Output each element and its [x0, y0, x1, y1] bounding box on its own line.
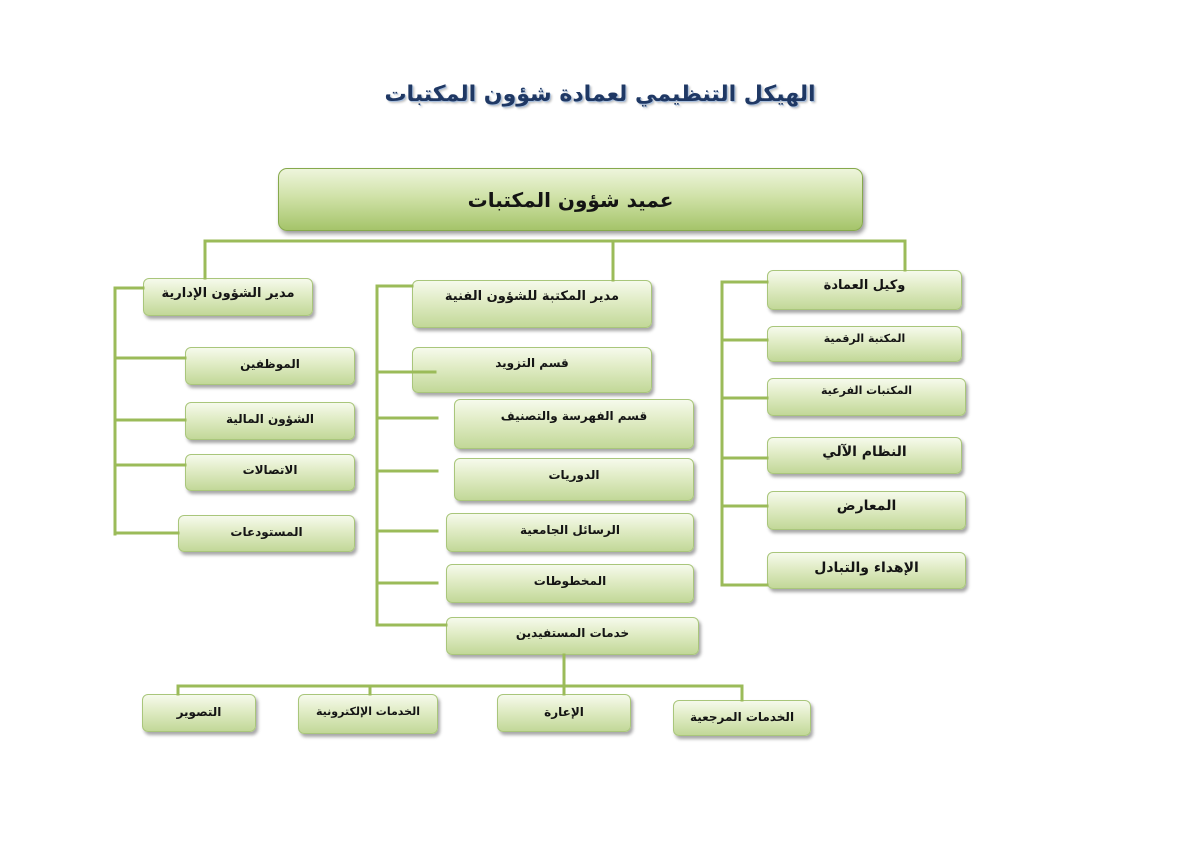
theses-box: [446, 513, 694, 552]
warehouses-box: [178, 515, 355, 552]
exhibitions-box: [767, 491, 966, 530]
automated-system-box: [767, 437, 962, 474]
communications-box: [185, 454, 355, 491]
acquisitions-label: قسم التزويد: [495, 356, 569, 370]
periodicals-box: [454, 458, 694, 501]
e-services-label: الخدمات الإلكترونية: [316, 705, 420, 718]
circulation-box: [497, 694, 631, 732]
technical-director-box: [412, 280, 652, 328]
gifts-exchange-label: الإهداء والتبادل: [814, 560, 919, 576]
admin-director-label: مدير الشؤون الإدارية: [161, 286, 295, 301]
branch-libraries-label: المكتبات الفرعية: [821, 384, 913, 397]
finance-box: [185, 402, 355, 440]
reference-services-box: [673, 700, 811, 736]
dean-box: [278, 168, 863, 231]
photocopying-box: [142, 694, 256, 732]
gifts-exchange-box: [767, 552, 966, 589]
finance-label: الشؤون المالية: [225, 412, 315, 426]
user-services-box: [446, 617, 699, 655]
digital-library-label: المكتبة الرقمية: [823, 332, 906, 345]
branch-libraries-box: [767, 378, 966, 416]
warehouses-label: المستودعات: [230, 525, 303, 539]
automated-system-label: النظام الآلي: [822, 444, 907, 460]
vice-dean-box: [767, 270, 962, 310]
acquisitions-box: [412, 347, 652, 393]
chart-title: الهيكل التنظيمي لعمادة شؤون المكتبات: [384, 82, 816, 107]
e-services-box: [298, 694, 438, 734]
periodicals-label: الدوريات: [548, 468, 600, 482]
dean-label: عميد شؤون المكتبات: [467, 187, 674, 212]
theses-label: الرسائل الجامعية: [520, 523, 620, 537]
photocopying-label: التصوير: [176, 705, 222, 719]
vice-dean-label: وكيل العمادة: [823, 278, 906, 293]
reference-services-label: الخدمات المرجعية: [689, 710, 795, 724]
employees-box: [185, 347, 355, 385]
circulation-label: الإعارة: [544, 705, 584, 719]
exhibitions-label: المعارض: [836, 498, 897, 514]
manuscripts-label: المخطوطات: [533, 574, 607, 588]
digital-library-box: [767, 326, 962, 362]
user-services-label: خدمات المستفيدين: [515, 626, 630, 640]
technical-director-label: مدير المكتبة للشؤون الفنية: [444, 289, 620, 304]
employees-label: الموظفين: [240, 357, 300, 371]
cataloging-box: [454, 399, 694, 449]
admin-director-box: [143, 278, 313, 316]
manuscripts-box: [446, 564, 694, 603]
communications-label: الاتصالات: [242, 463, 298, 477]
cataloging-label: قسم الفهرسة والتصنيف: [500, 409, 648, 423]
